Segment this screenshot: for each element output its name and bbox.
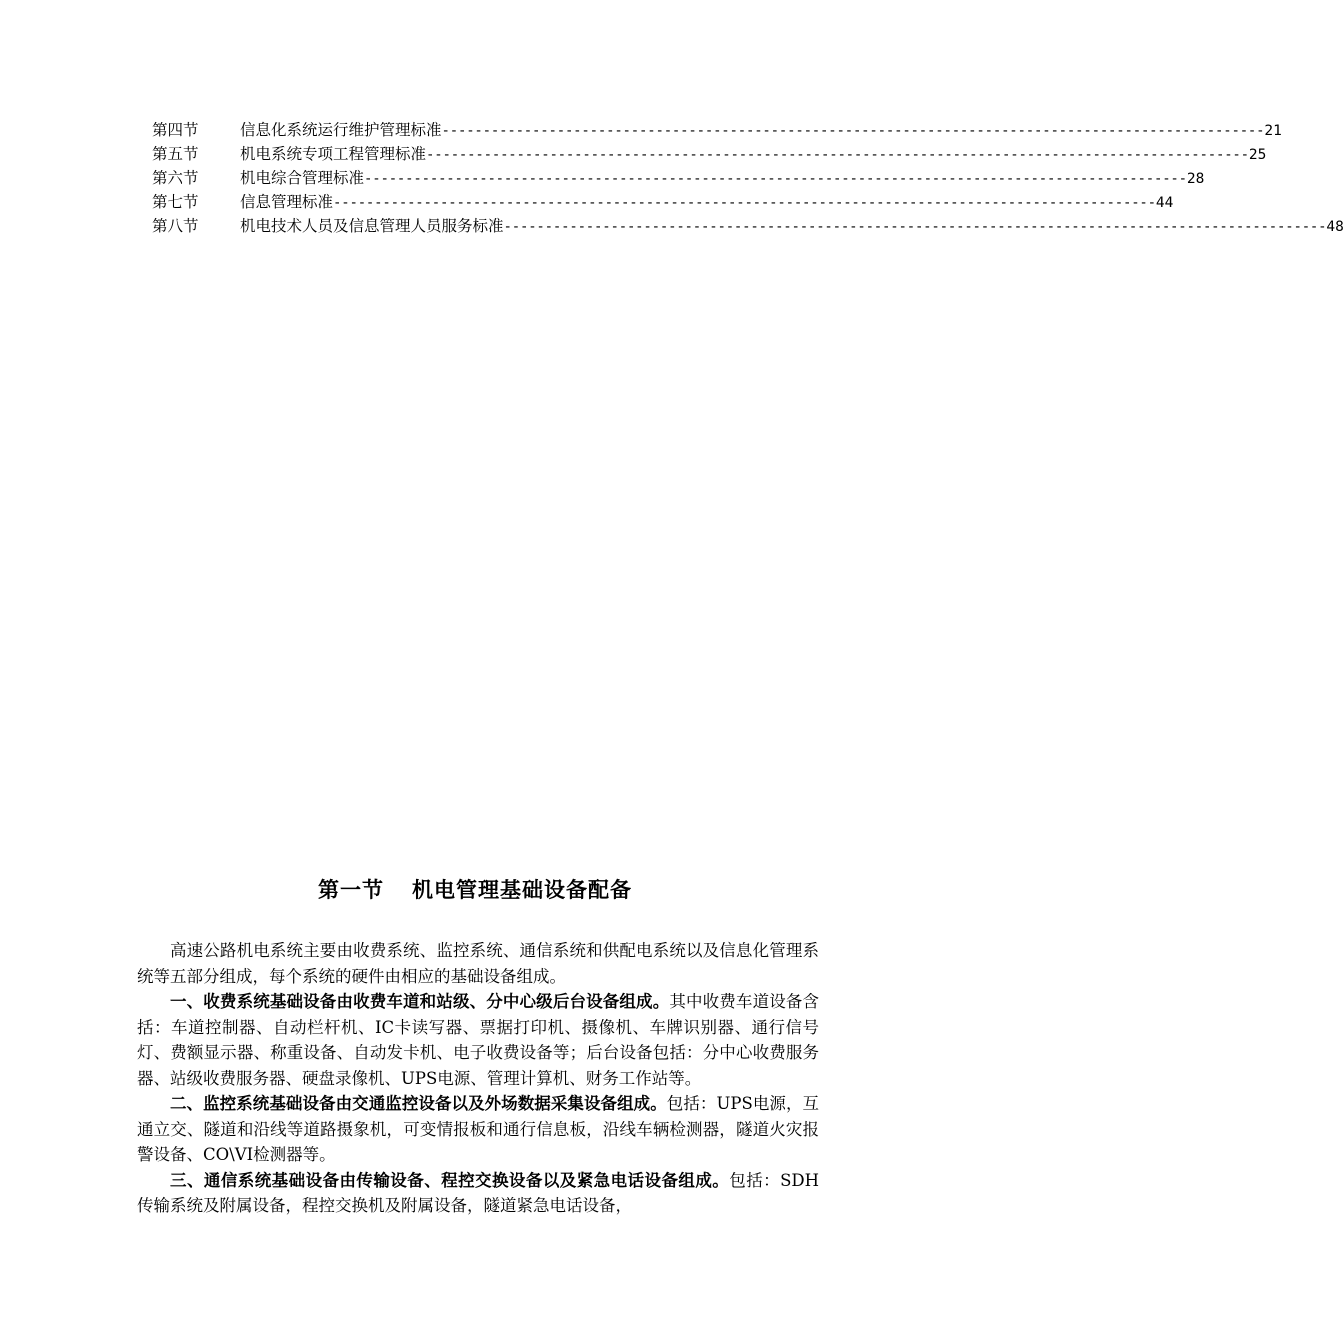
paragraph xyxy=(137,1091,819,1168)
toc-entry-title: 机电综合管理标准 xyxy=(240,169,365,187)
paragraph-text: 高速公路机电系统主要由收费系统、监控系统、通信系统和供配电系统以及信息化管理系统等五部分组成，每个系统的硬件由相应的基础设备组成。 xyxy=(137,941,819,986)
paragraph-lead: 一、收费系统基础设备由收费车道和站级、分中心级后台设备组成。 xyxy=(170,992,670,1011)
toc-entry[interactable] xyxy=(152,118,1282,142)
toc-leader: ---------------------------------------------------------------------------------------------------- xyxy=(364,171,1187,187)
toc-leader: ---------------------------------------------------------------------------------------------------- xyxy=(441,123,1265,139)
toc-leader: ---------------------------------------------------------------------------------------------------- xyxy=(426,147,1249,163)
toc-entry-page: 25 xyxy=(1248,147,1267,163)
toc-entry-page: 44 xyxy=(1155,195,1174,211)
paragraph-text: 包括：SDH传输系统及附属设备，程控交换机及附属设备，隧道紧急电话设备， xyxy=(137,1170,820,1215)
toc-entry-page: 48 xyxy=(1326,219,1344,235)
toc-leader: ---------------------------------------------------------------------------------------------------- xyxy=(333,195,1156,211)
paragraph xyxy=(137,989,819,1091)
toc-entry-number: 第七节 xyxy=(152,193,199,211)
toc-entry-title: 信息管理标准 xyxy=(240,193,334,211)
toc-entry-title: 机电系统专项工程管理标准 xyxy=(240,145,427,163)
paragraph xyxy=(137,938,819,989)
toc-entry-page: 28 xyxy=(1186,171,1205,187)
toc-leader: ---------------------------------------------------------------------------------------------------- xyxy=(503,219,1327,235)
paragraph-lead: 二、监控系统基础设备由交通监控设备以及外场数据采集设备组成。 xyxy=(170,1094,667,1113)
section-body xyxy=(137,938,819,1219)
paragraph-lead: 三、通信系统基础设备由传输设备、程控交换设备以及紧急电话设备组成。 xyxy=(170,1170,730,1190)
toc-entry[interactable] xyxy=(152,214,1344,238)
paragraph xyxy=(137,1168,819,1219)
section-title: 机电管理基础设备配备 xyxy=(412,877,632,902)
toc-entry-number: 第五节 xyxy=(152,145,199,163)
toc-entry-title: 信息化系统运行维护管理标准 xyxy=(240,121,442,139)
paragraph-text: 其中收费车道设备含括：车道控制器、自动栏杆机、IC卡读写器、票据打印机、摄像机、车牌识别器、通行信号灯、费额显示器、称重设备、自动发卡机、电子收费设备等；后台设备包括：分中心收费服务器、站级收费服务器、硬盘录像机、UPS电源、管理计算机、财务工作站等。 xyxy=(137,992,820,1088)
toc-entry-number: 第六节 xyxy=(152,169,199,187)
toc-entry[interactable] xyxy=(152,166,1205,190)
toc-entry-number: 第八节 xyxy=(152,217,199,235)
section-number: 第一节 xyxy=(318,877,384,902)
table-of-contents xyxy=(152,118,1344,238)
toc-entry[interactable] xyxy=(152,190,1174,214)
toc-entry-number: 第四节 xyxy=(152,121,199,139)
section-heading xyxy=(0,874,950,904)
paragraph-text: 包括：UPS电源，互通立交、隧道和沿线等道路摄象机，可变情报板和通行信息板，沿线车辆检测器，隧道火灾报警设备、CO\VI检测器等。 xyxy=(137,1094,820,1164)
toc-entry-page: 21 xyxy=(1264,123,1282,139)
toc-entry-title: 机电技术人员及信息管理人员服务标准 xyxy=(240,217,504,235)
toc-entry[interactable] xyxy=(152,142,1267,166)
